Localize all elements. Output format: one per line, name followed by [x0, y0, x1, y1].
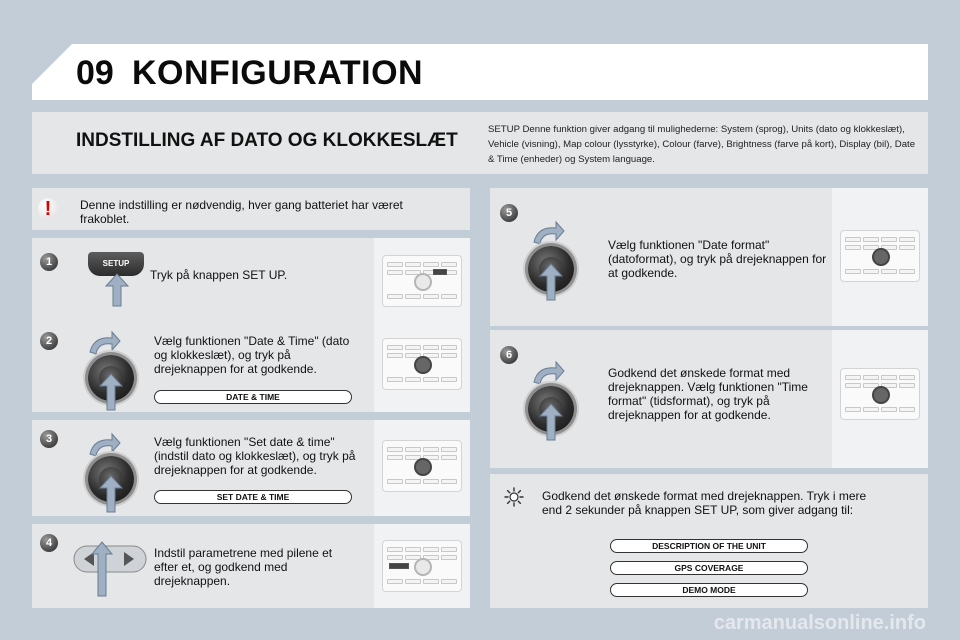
menu-option-date-time: DATE & TIME	[154, 390, 352, 404]
warning-text: Denne indstilling er nødvendig, hver gang batteriet har været frakoblet.	[80, 198, 403, 226]
step-4-badge: 4	[40, 534, 58, 552]
step-4-photo	[374, 524, 470, 608]
watermark: carmanualsonline.info	[713, 612, 926, 634]
menu-option-description-unit: DESCRIPTION OF THE UNIT	[610, 539, 808, 553]
step-5-photo	[832, 188, 928, 326]
step-5-text: Vælg funktionen "Date format" (datoformat), og tryk på drejeknappen for at godkende.	[608, 238, 827, 280]
radio-unit-image	[382, 255, 462, 307]
step-1-photo	[374, 238, 470, 324]
menu-option-set-date-time: SET DATE & TIME	[154, 490, 352, 504]
menu-option-gps-coverage: GPS COVERAGE	[610, 561, 808, 575]
radio-unit-image	[382, 440, 462, 492]
rotate-arrow-icon	[86, 330, 122, 356]
radio-unit-image	[382, 540, 462, 592]
sun-icon	[504, 487, 524, 507]
press-arrow-icon	[98, 474, 124, 514]
setup-key-image: SETUP	[88, 252, 144, 276]
step-2-photo	[374, 318, 470, 412]
tip-text: Godkend det ønskede format med drejeknappen. Tryk i mere end 2 sekunder på knappen SET UP, som giver adgang til:	[542, 489, 867, 517]
radio-unit-image	[840, 368, 920, 420]
press-arrow-icon	[538, 262, 564, 302]
step-3-photo	[374, 420, 470, 516]
step-6-badge: 6	[500, 346, 518, 364]
chapter-title: KONFIGURATION	[132, 54, 424, 92]
step-3-badge: 3	[40, 430, 58, 448]
step-1-badge: 1	[40, 253, 58, 271]
step-2-text: Vælg funktionen "Date & Time" (dato og klokkeslæt), og tryk på drejeknappen for at godkende.	[154, 334, 350, 376]
step-5-badge: 5	[500, 204, 518, 222]
press-arrow-icon	[538, 402, 564, 442]
chapter-number: 09	[76, 54, 114, 92]
section-title: INDSTILLING AF DATO OG KLOKKESLÆT	[76, 130, 458, 151]
exclamation-icon: !	[38, 198, 58, 220]
radio-unit-image	[382, 338, 462, 390]
step-2-badge: 2	[40, 332, 58, 350]
rotate-arrow-icon	[530, 360, 566, 386]
intro-text: SETUP Denne funktion giver adgang til mulighederne: System (sprog), Units (dato og klokkeslæt), Vehicle (visning), Map colour (lysstyrke), Colour (farve), Brightness (farve på kort), Display (bil), Date & Time (enheder) og System language.	[488, 124, 916, 165]
rotate-arrow-icon	[86, 432, 122, 458]
step-6-text: Godkend det ønskede format med drejeknappen. Vælg funktionen "Time format" (tidsformat), og tryk på drejeknappen for at godkende.	[608, 366, 808, 422]
arrow-keys-image	[72, 540, 152, 600]
step-3-text: Vælg funktionen "Set date & time" (indstil dato og klokkeslæt), og tryk på drejeknappen for at godkende.	[154, 435, 356, 477]
press-arrow-icon	[104, 272, 130, 308]
rotate-arrow-icon	[530, 220, 566, 246]
step-6-photo	[832, 330, 928, 468]
menu-option-demo-mode: DEMO MODE	[610, 583, 808, 597]
radio-unit-image	[840, 230, 920, 282]
step-1-text: Tryk på knappen SET UP.	[150, 268, 288, 282]
press-arrow-icon	[98, 372, 124, 412]
step-4-text: Indstil parametrene med pilene et efter et, og godkend med drejeknappen.	[154, 546, 333, 588]
